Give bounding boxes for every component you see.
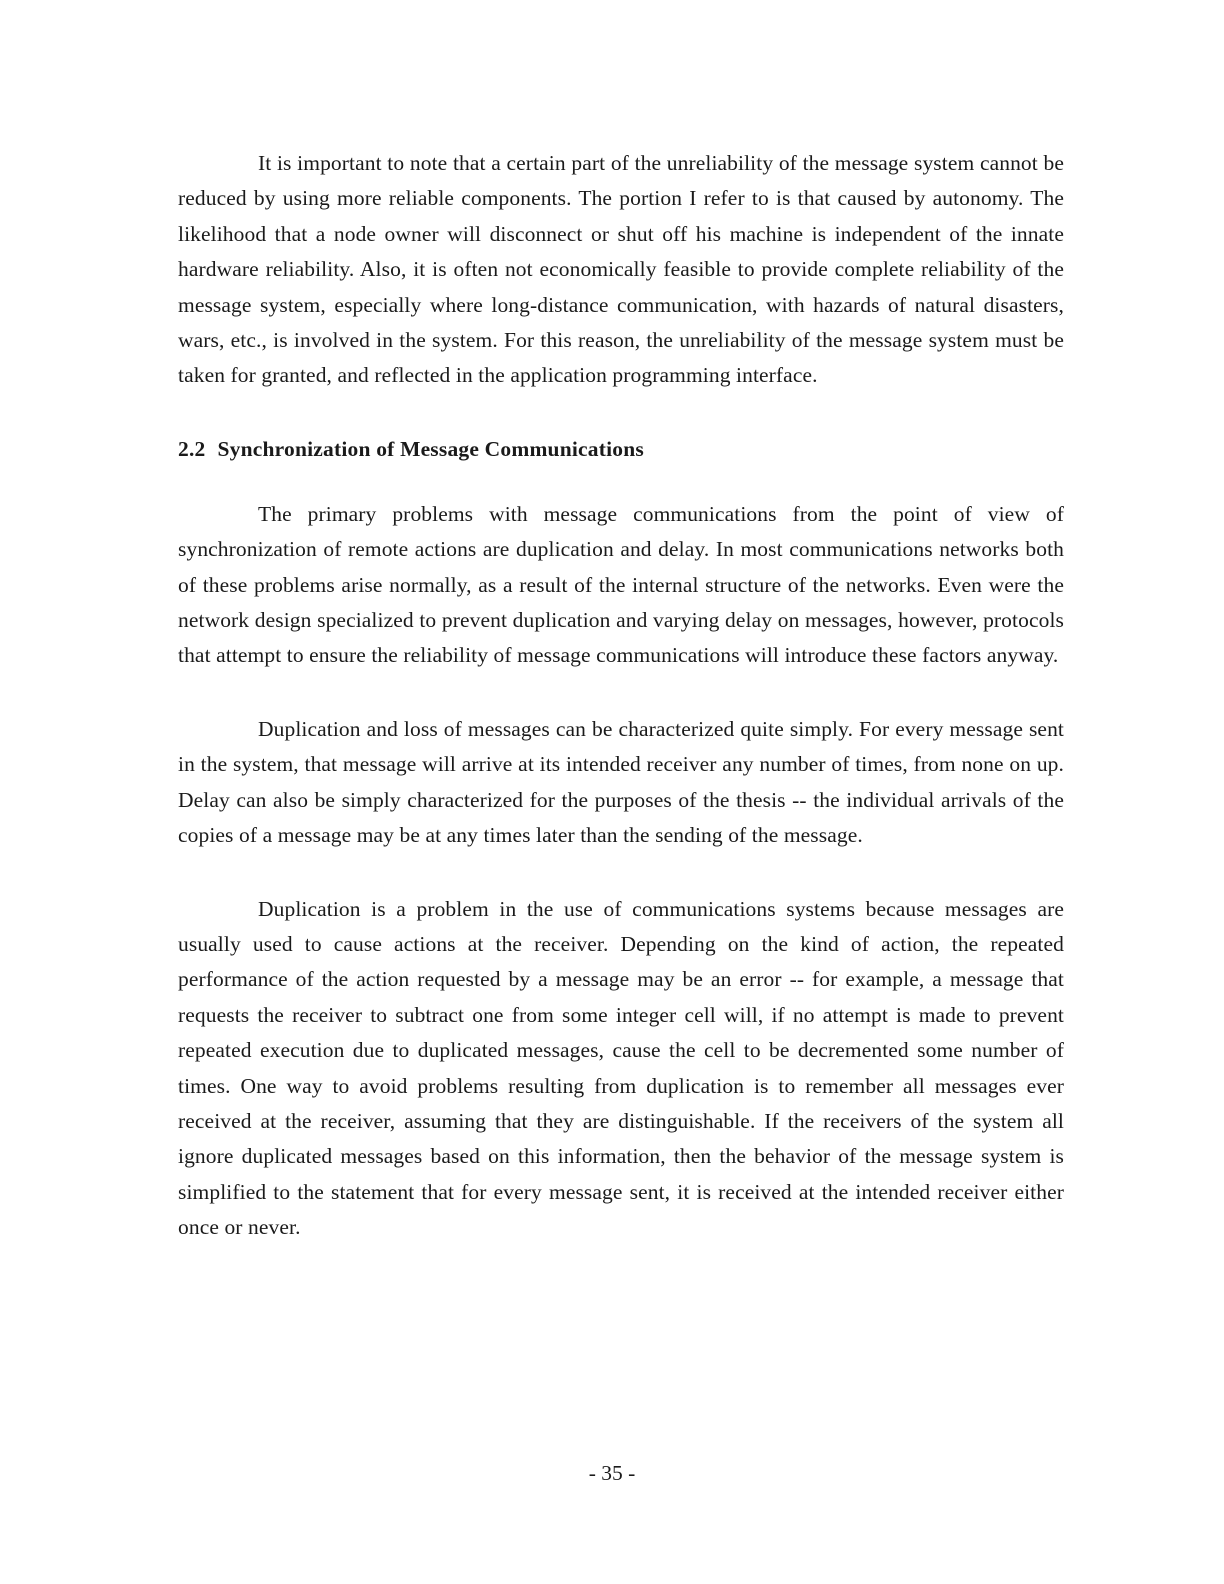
section-heading xyxy=(178,432,1064,467)
paragraph-unreliability: It is important to note that a certain part of the unreliability of the message system cannot be reduced by using more reliable components. The portion I refer to is that caused by autonomy. The likelihood that a node owner will disconnect or shut off his machine is independent of the innate hardware reliability. Also, it is often not economically feasible to provide complete reliability of the message system, especially where long-distance communication, with hazards of natural disasters, wars, etc., is involved in the system. For this reason, the unreliability of the message system must be taken for granted, and reflected in the application programming interface. xyxy=(178,151,1064,388)
paragraph-duplication-loss: Duplication and loss of messages can be characterized quite simply. For every message sent in the system, that message will arrive at its intended receiver any number of times, from none on up. Delay can also be simply characterized for the purposes of the thesis -- the individual arrivals of the copies of a message may be at any times later than the sending of the message. xyxy=(178,716,1064,848)
paragraph-primary-problems: The primary problems with message communications from the point of view of synchronization of remote actions are duplication and delay. In most communications networks both of these problems arise normally, as a result of the internal structure of the networks. Even were the network design specialized to prevent duplication and varying delay on messages, however, protocols that attempt to ensure the reliability of message communications will introduce these factors anyway. xyxy=(178,501,1064,668)
section-number: 2.2 xyxy=(178,436,206,461)
paragraph-duplication-problem: Duplication is a problem in the use of communications systems because messages are usually used to cause actions at the receiver. Depending on the kind of action, the repeated performance of the action requested by a message may be an error -- for example, a message that requests the receiver to subtract one from some integer cell will, if no attempt is made to prevent repeated execution due to duplicated messages, cause the cell to be decremented some number of times. One way to avoid problems resulting from duplication is to remember all messages ever received at the receiver, assuming that they are distinguishable. If the receivers of the system all ignore duplicated messages based on this information, then the behavior of the message system is simplified to the statement that for every message sent, it is received at the intended receiver either once or never. xyxy=(178,896,1064,1240)
page-body xyxy=(178,146,1064,1284)
page-number: - 35 - xyxy=(588,1461,636,1485)
section-title: Synchronization of Message Communications xyxy=(217,436,644,461)
